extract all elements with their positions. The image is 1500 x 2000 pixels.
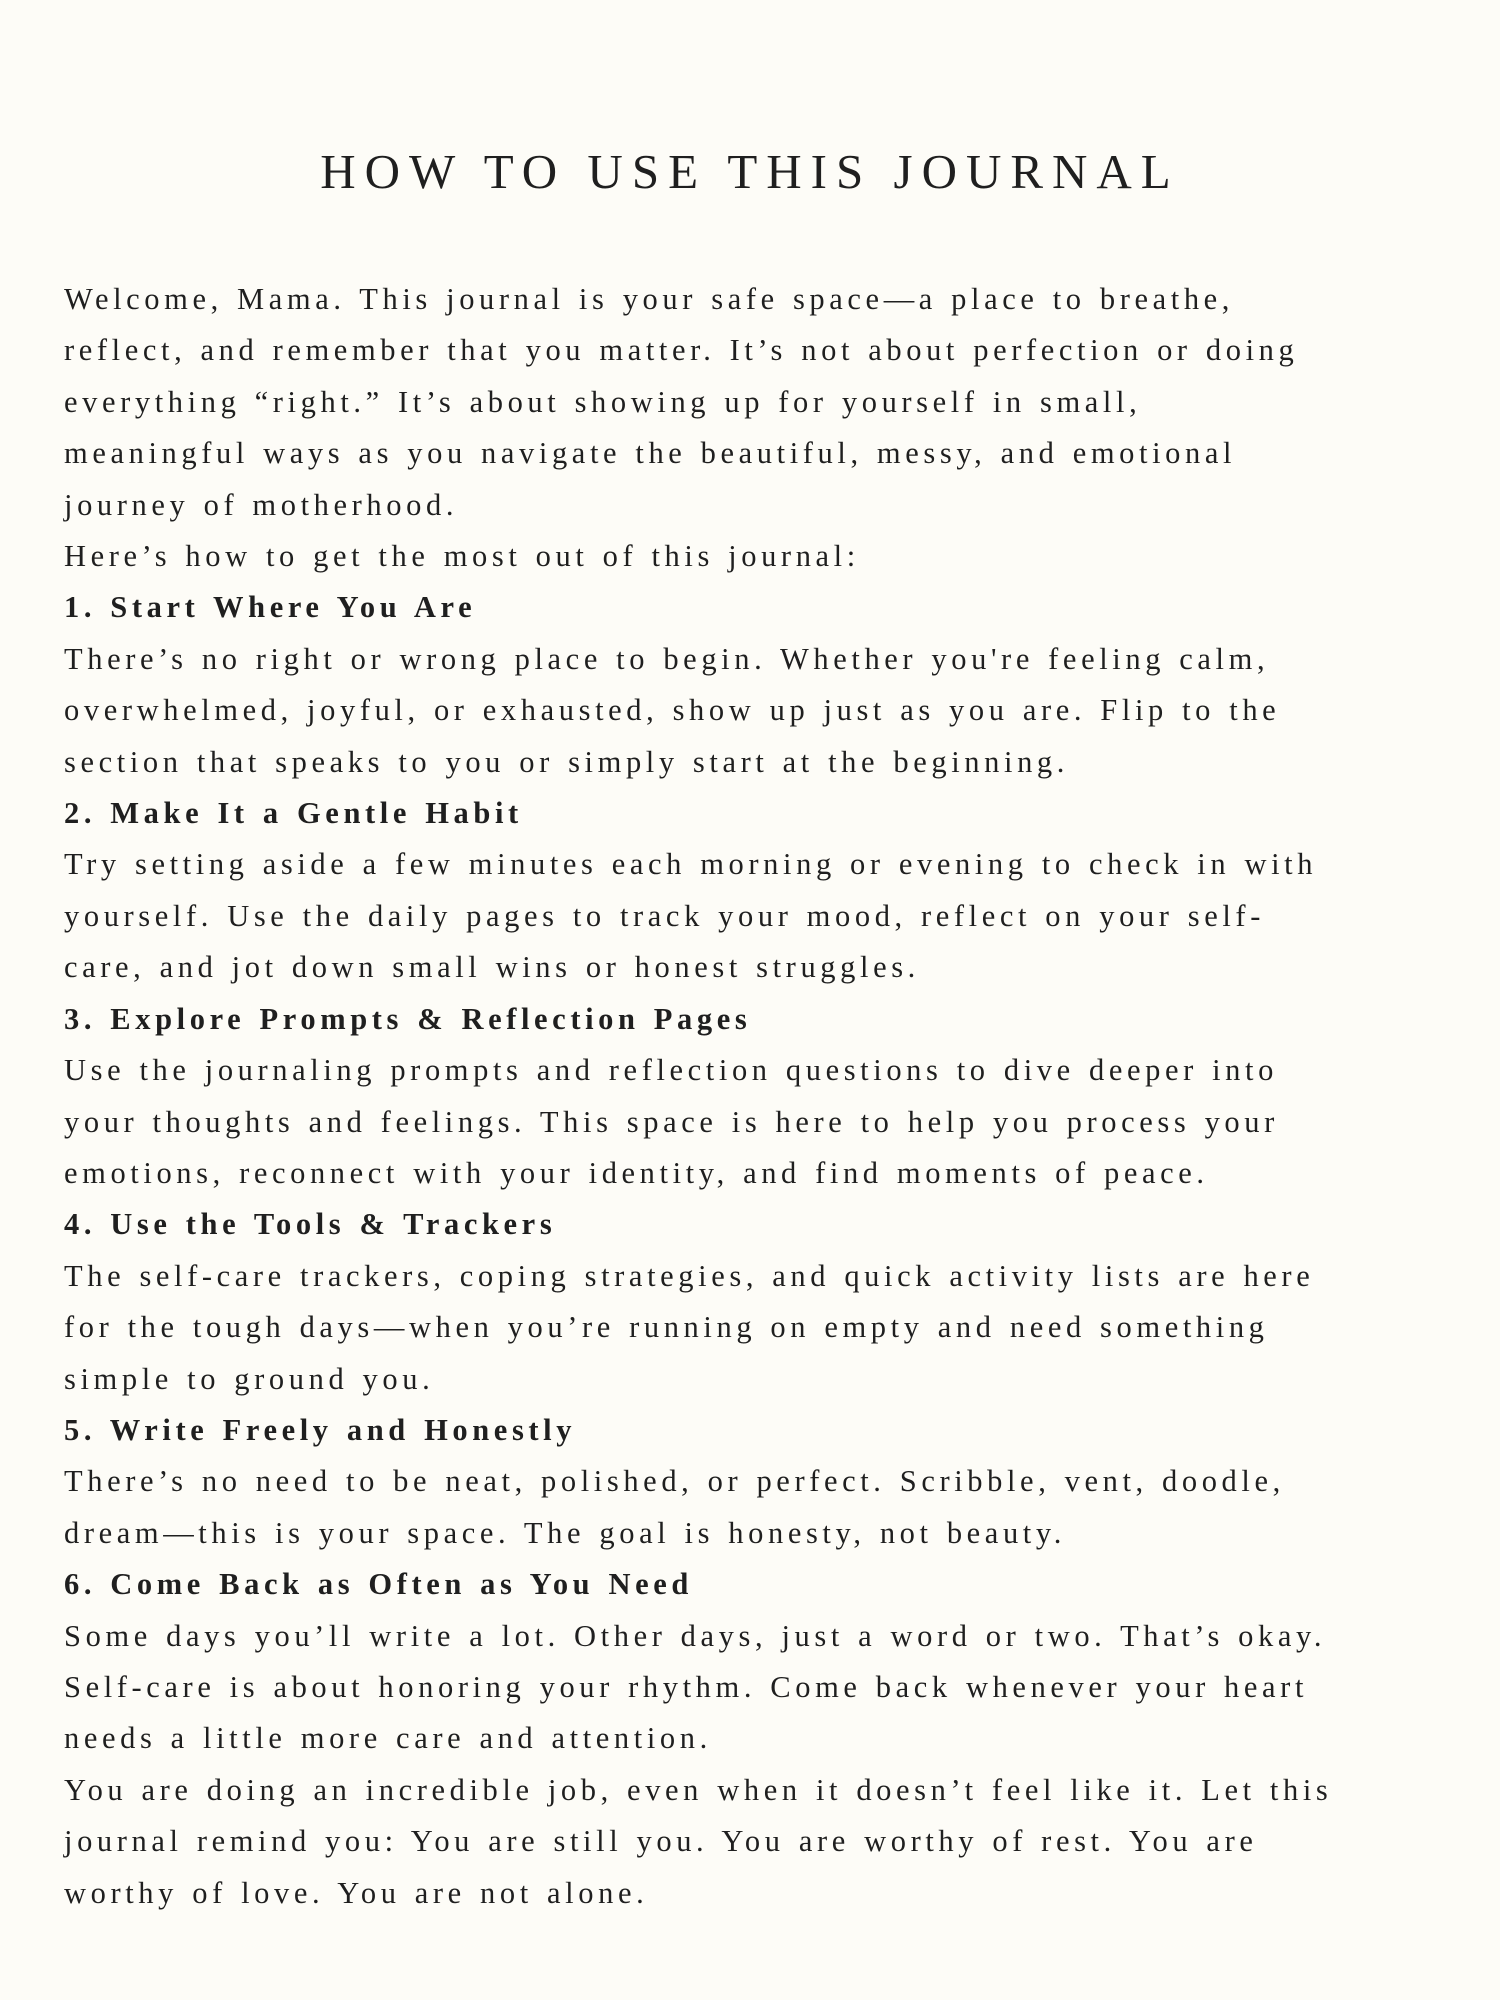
closing-line: You are doing an incredible job, even when it doesn’t feel like it. Let this [64,1772,1333,1807]
section-heading-gentle-habit: 2. Make It a Gentle Habit [64,796,523,831]
section-line: simple to ground you. [64,1361,435,1396]
section-line: section that speaks to you or simply start at the beginning. [64,744,1070,779]
section-line: Try setting aside a few minutes each morning or evening to check in with [64,847,1318,882]
section-line: your thoughts and feelings. This space is here to help you process your [64,1104,1279,1139]
intro-line: meaningful ways as you navigate the beautiful, messy, and emotional [64,436,1237,471]
section-line: There’s no right or wrong place to begin. Whether you're feeling calm, [64,641,1270,676]
page-body [64,274,1454,1919]
page-title: HOW TO USE THIS JOURNAL [320,144,1180,199]
intro-line: journey of motherhood. [64,487,459,522]
section-heading-tools-trackers: 4. Use the Tools & Trackers [64,1207,557,1242]
section-line: The self-care trackers, coping strategies, and quick activity lists are here [64,1258,1315,1293]
section-line: for the tough days—when you’re running on empty and need something [64,1310,1269,1345]
lead-in-text: Here’s how to get the most out of this journal: [64,539,860,574]
intro-line: everything “right.” It’s about showing up for yourself in small, [64,384,1142,419]
section-line: There’s no need to be neat, polished, or perfect. Scribble, vent, doodle, [64,1464,1285,1499]
section-line: dream—this is your space. The goal is honesty, not beauty. [64,1515,1066,1550]
closing-line: worthy of love. You are not alone. [64,1875,649,1910]
section-heading-come-back: 6. Come Back as Often as You Need [64,1567,693,1602]
section-heading-start-where-you-are: 1. Start Where You Are [64,590,477,625]
section-line: Self-care is about honoring your rhythm. Come back whenever your heart [64,1669,1309,1704]
section-line: yourself. Use the daily pages to track your mood, reflect on your self- [64,898,1265,933]
section-line: needs a little more care and attention. [64,1721,712,1756]
section-line: care, and jot down small wins or honest struggles. [64,950,920,985]
intro-line: reflect, and remember that you matter. It’s not about perfection or doing [64,333,1299,368]
intro-line: Welcome, Mama. This journal is your safe space—a place to breathe, [64,282,1235,316]
section-heading-explore-prompts: 3. Explore Prompts & Reflection Pages [64,1001,752,1036]
closing-line: journal remind you: You are still you. You are worthy of rest. You are [64,1824,1258,1859]
section-line: emotions, reconnect with your identity, and find moments of peace. [64,1155,1209,1190]
section-line: Use the journaling prompts and reflection questions to dive deeper into [64,1053,1278,1088]
section-line: overwhelmed, joyful, or exhausted, show up just as you are. Flip to the [64,693,1281,728]
section-heading-write-freely: 5. Write Freely and Honestly [64,1412,577,1447]
section-line: Some days you’ll write a lot. Other days, just a word or two. That’s okay. [64,1618,1327,1653]
